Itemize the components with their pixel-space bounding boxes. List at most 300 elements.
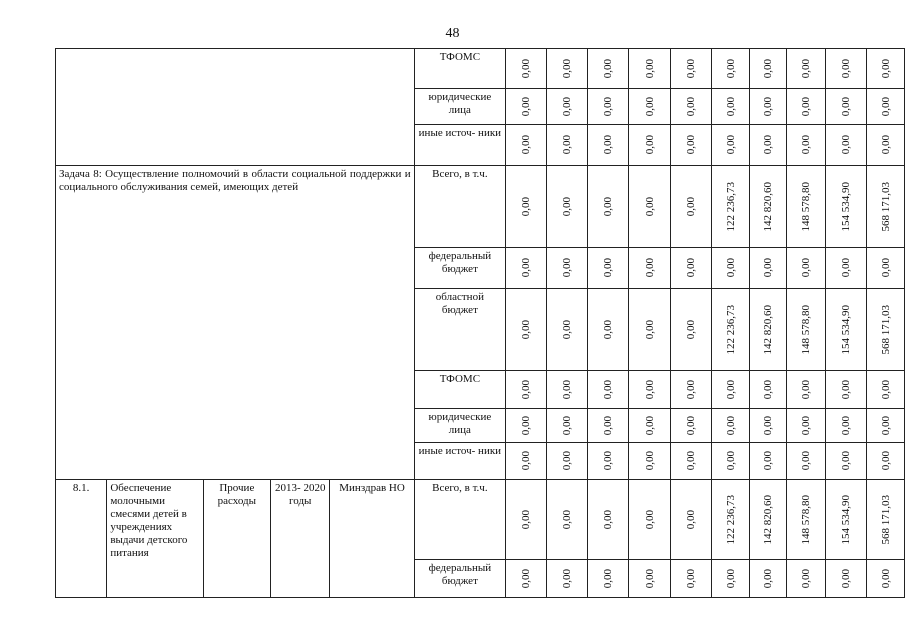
value-text: 0,00 (724, 451, 737, 471)
source-cell: ТФОМС (414, 371, 505, 409)
value-wrap (870, 373, 901, 406)
value-wrap (632, 51, 666, 86)
value-wrap (674, 373, 708, 406)
value-text: 122 236,73 (724, 304, 737, 355)
value-cell (867, 480, 905, 560)
value-text: 0,00 (560, 415, 573, 436)
value-text: 0,00 (602, 196, 615, 217)
value-cell (867, 248, 905, 289)
value-cell (787, 49, 826, 89)
value-text: 0,00 (685, 451, 698, 471)
value-wrap (550, 482, 584, 557)
value-wrap (591, 445, 625, 477)
value-cell (787, 289, 826, 371)
value-cell (712, 89, 750, 125)
value-text: 0,00 (685, 135, 698, 155)
value-cell (506, 560, 546, 598)
value-wrap (509, 168, 542, 245)
source-cell: иные источ- ники (414, 443, 505, 480)
value-text: 0,00 (602, 258, 615, 278)
value-text: 0,00 (762, 96, 775, 117)
source-cell: Всего, в т.ч. (414, 166, 505, 248)
value-text: 0,00 (762, 58, 775, 79)
value-cell (670, 125, 711, 166)
value-wrap (550, 127, 584, 163)
value-wrap (870, 51, 901, 86)
value-text: 0,00 (602, 415, 615, 436)
source-cell: Всего, в т.ч. (414, 480, 505, 560)
value-text: 0,00 (560, 96, 573, 117)
value-wrap (870, 562, 901, 595)
value-wrap (674, 91, 708, 122)
value-wrap (870, 291, 901, 368)
value-wrap (870, 411, 901, 440)
value-text: 0,00 (840, 258, 853, 278)
value-text: 0,00 (685, 319, 698, 340)
value-text: 0,00 (519, 258, 532, 278)
value-wrap (591, 373, 625, 406)
value-cell (712, 248, 750, 289)
value-wrap (715, 373, 746, 406)
task-title: Задача 8: Осуществление полномочий в области социальной поддержки и социального обслуживания семей, имеющих детей (56, 166, 415, 480)
value-text: 0,00 (560, 196, 573, 217)
value-cell (546, 289, 587, 371)
value-wrap (790, 482, 822, 557)
value-text: 0,00 (879, 96, 892, 117)
value-cell (670, 480, 711, 560)
value-text: 0,00 (879, 258, 892, 278)
value-text: 0,00 (840, 58, 853, 79)
value-wrap (829, 373, 863, 406)
value-wrap (715, 127, 746, 163)
value-cell (506, 49, 546, 89)
value-cell (670, 89, 711, 125)
value-wrap (509, 482, 542, 557)
value-cell (670, 166, 711, 248)
value-cell (670, 248, 711, 289)
source-cell: иные источ- ники (414, 125, 505, 166)
value-text: 0,00 (879, 58, 892, 79)
value-text: 0,00 (519, 319, 532, 340)
value-cell (588, 480, 629, 560)
value-text: 0,00 (724, 135, 737, 155)
value-cell (787, 89, 826, 125)
value-text: 0,00 (762, 451, 775, 471)
value-wrap (591, 127, 625, 163)
value-cell (546, 560, 587, 598)
value-cell (670, 289, 711, 371)
value-text: 0,00 (519, 509, 532, 530)
value-cell (588, 166, 629, 248)
value-cell (787, 371, 826, 409)
value-wrap (632, 91, 666, 122)
value-wrap (790, 250, 822, 286)
value-wrap (753, 562, 784, 595)
page-number: 48 (445, 26, 460, 41)
value-cell (787, 409, 826, 443)
value-cell (825, 248, 866, 289)
value-text: 0,00 (560, 258, 573, 278)
value-cell (787, 480, 826, 560)
value-text: 0,00 (685, 58, 698, 79)
value-cell (867, 49, 905, 89)
value-wrap (715, 250, 746, 286)
value-wrap (753, 250, 784, 286)
value-text: 0,00 (643, 96, 656, 117)
value-cell (670, 409, 711, 443)
value-cell (629, 89, 670, 125)
value-cell (506, 289, 546, 371)
value-text: 122 236,73 (724, 494, 737, 545)
value-cell (712, 125, 750, 166)
value-text: 568 171,03 (879, 181, 892, 232)
value-cell (670, 443, 711, 480)
value-text: 154 534,90 (840, 304, 853, 355)
value-wrap (829, 168, 863, 245)
source-cell: юридические лица (414, 89, 505, 125)
value-wrap (715, 91, 746, 122)
value-text: 568 171,03 (879, 494, 892, 545)
value-text: 0,00 (762, 135, 775, 155)
value-cell (588, 248, 629, 289)
value-wrap (591, 91, 625, 122)
value-text: 154 534,90 (840, 494, 853, 545)
source-cell: областной бюджет (414, 289, 505, 371)
value-wrap (753, 51, 784, 86)
value-cell (867, 371, 905, 409)
blank-cell (56, 49, 415, 166)
value-text: 0,00 (602, 568, 615, 589)
value-cell (506, 371, 546, 409)
value-text: 0,00 (643, 451, 656, 471)
value-wrap (591, 411, 625, 440)
value-wrap (632, 291, 666, 368)
value-cell (825, 49, 866, 89)
value-cell (629, 49, 670, 89)
value-cell (712, 409, 750, 443)
item-executor: Минздрав НО (330, 480, 414, 598)
value-wrap (550, 562, 584, 595)
value-text: 0,00 (840, 96, 853, 117)
value-cell (506, 409, 546, 443)
value-text: 0,00 (800, 568, 813, 589)
value-cell (712, 49, 750, 89)
source-cell: федеральный бюджет (414, 560, 505, 598)
value-text: 0,00 (840, 379, 853, 400)
value-wrap (591, 250, 625, 286)
value-wrap (632, 127, 666, 163)
value-wrap (790, 127, 822, 163)
value-wrap (829, 291, 863, 368)
value-wrap (790, 445, 822, 477)
value-text: 154 534,90 (840, 181, 853, 232)
value-cell (588, 289, 629, 371)
value-cell (588, 409, 629, 443)
value-cell (546, 89, 587, 125)
value-wrap (550, 445, 584, 477)
value-text: 148 578,80 (800, 304, 813, 355)
value-text: 0,00 (685, 258, 698, 278)
value-wrap (632, 168, 666, 245)
value-wrap (632, 373, 666, 406)
value-text: 0,00 (643, 568, 656, 589)
value-text: 0,00 (560, 451, 573, 471)
table-row (56, 166, 905, 248)
value-text: 0,00 (602, 379, 615, 400)
value-wrap (674, 127, 708, 163)
value-cell (867, 443, 905, 480)
value-text: 0,00 (643, 509, 656, 530)
value-wrap (674, 51, 708, 86)
value-text: 0,00 (762, 415, 775, 436)
value-text: 0,00 (800, 258, 813, 278)
value-text: 0,00 (602, 96, 615, 117)
value-cell (546, 49, 587, 89)
value-wrap (632, 562, 666, 595)
value-wrap (753, 445, 784, 477)
value-cell (825, 443, 866, 480)
value-cell (712, 166, 750, 248)
value-wrap (753, 127, 784, 163)
value-text: 0,00 (724, 568, 737, 589)
value-text: 0,00 (840, 451, 853, 471)
value-text: 0,00 (800, 96, 813, 117)
value-cell (787, 560, 826, 598)
value-cell (712, 289, 750, 371)
value-text: 0,00 (879, 451, 892, 471)
value-cell (506, 125, 546, 166)
value-wrap (829, 411, 863, 440)
source-cell: ТФОМС (414, 49, 505, 89)
value-text: 0,00 (685, 415, 698, 436)
value-text: 0,00 (724, 58, 737, 79)
value-cell (629, 480, 670, 560)
value-cell (867, 409, 905, 443)
value-wrap (829, 250, 863, 286)
value-cell (867, 89, 905, 125)
value-wrap (715, 51, 746, 86)
value-cell (506, 443, 546, 480)
value-wrap (829, 127, 863, 163)
value-cell (749, 49, 787, 89)
value-wrap (753, 373, 784, 406)
value-wrap (632, 250, 666, 286)
value-text: 0,00 (519, 196, 532, 217)
item-period: 2013- 2020 годы (271, 480, 330, 598)
value-wrap (753, 291, 784, 368)
value-wrap (715, 291, 746, 368)
value-wrap (790, 373, 822, 406)
value-text: 148 578,80 (800, 181, 813, 232)
value-wrap (790, 411, 822, 440)
value-text: 122 236,73 (724, 181, 737, 232)
value-wrap (790, 562, 822, 595)
value-wrap (870, 445, 901, 477)
value-text: 0,00 (560, 509, 573, 530)
item-number: 8.1. (56, 480, 107, 598)
value-cell (787, 248, 826, 289)
value-cell (546, 248, 587, 289)
value-cell (670, 560, 711, 598)
value-cell (749, 560, 787, 598)
value-text: 0,00 (519, 58, 532, 79)
value-cell (749, 248, 787, 289)
value-text: 0,00 (724, 96, 737, 117)
value-cell (629, 289, 670, 371)
value-wrap (509, 127, 542, 163)
value-text: 0,00 (560, 319, 573, 340)
value-text: 0,00 (643, 196, 656, 217)
value-wrap (509, 250, 542, 286)
value-cell (546, 125, 587, 166)
value-text: 0,00 (519, 415, 532, 436)
value-wrap (715, 168, 746, 245)
source-cell: юридические лица (414, 409, 505, 443)
value-text: 0,00 (643, 319, 656, 340)
value-wrap (715, 445, 746, 477)
value-wrap (674, 411, 708, 440)
value-text: 0,00 (560, 135, 573, 155)
value-text: 0,00 (840, 568, 853, 589)
value-cell (749, 409, 787, 443)
value-text: 0,00 (602, 509, 615, 530)
value-wrap (753, 482, 784, 557)
value-text: 148 578,80 (800, 494, 813, 545)
value-wrap (509, 411, 542, 440)
item-name: Обеспечение молочными смесями детей в учреждениях выдачи детского питания (107, 480, 203, 598)
value-cell (825, 560, 866, 598)
value-text: 0,00 (685, 568, 698, 589)
value-cell (825, 371, 866, 409)
value-wrap (829, 51, 863, 86)
value-wrap (550, 51, 584, 86)
value-cell (506, 248, 546, 289)
value-text: 568 171,03 (879, 304, 892, 355)
value-wrap (753, 168, 784, 245)
value-text: 0,00 (879, 415, 892, 436)
value-wrap (591, 168, 625, 245)
value-text: 0,00 (762, 258, 775, 278)
value-wrap (591, 51, 625, 86)
value-wrap (509, 373, 542, 406)
value-text: 0,00 (643, 58, 656, 79)
value-cell (825, 289, 866, 371)
value-wrap (790, 168, 822, 245)
value-wrap (829, 482, 863, 557)
value-text: 0,00 (879, 135, 892, 155)
value-cell (867, 560, 905, 598)
value-cell (749, 89, 787, 125)
value-wrap (870, 482, 901, 557)
value-text: 0,00 (685, 196, 698, 217)
value-text: 0,00 (560, 58, 573, 79)
value-wrap (509, 562, 542, 595)
value-text: 0,00 (643, 379, 656, 400)
value-wrap (591, 291, 625, 368)
value-wrap (674, 250, 708, 286)
value-cell (787, 166, 826, 248)
value-cell (588, 125, 629, 166)
value-wrap (674, 445, 708, 477)
value-cell (506, 480, 546, 560)
value-cell (867, 166, 905, 248)
value-text: 0,00 (879, 379, 892, 400)
value-wrap (674, 168, 708, 245)
value-wrap (674, 482, 708, 557)
value-wrap (509, 91, 542, 122)
value-cell (787, 125, 826, 166)
value-wrap (591, 562, 625, 595)
value-cell (506, 89, 546, 125)
value-text: 0,00 (685, 509, 698, 530)
value-text: 0,00 (519, 568, 532, 589)
value-text: 0,00 (800, 451, 813, 471)
value-cell (825, 89, 866, 125)
value-text: 0,00 (602, 135, 615, 155)
value-cell (749, 443, 787, 480)
value-text: 0,00 (724, 379, 737, 400)
value-wrap (550, 168, 584, 245)
value-wrap (632, 445, 666, 477)
value-wrap (870, 168, 901, 245)
value-text: 142 820,60 (762, 494, 775, 545)
value-cell (670, 371, 711, 409)
value-text: 0,00 (643, 135, 656, 155)
value-cell (712, 480, 750, 560)
value-text: 0,00 (800, 379, 813, 400)
value-wrap (550, 291, 584, 368)
table-row (56, 480, 905, 560)
value-cell (588, 89, 629, 125)
value-cell (629, 125, 670, 166)
value-cell (629, 409, 670, 443)
value-text: 0,00 (685, 96, 698, 117)
value-wrap (550, 411, 584, 440)
value-cell (749, 371, 787, 409)
value-wrap (674, 562, 708, 595)
value-cell (629, 371, 670, 409)
budget-table (55, 48, 905, 598)
value-wrap (509, 445, 542, 477)
value-text: 0,00 (519, 96, 532, 117)
value-wrap (715, 562, 746, 595)
value-cell (588, 560, 629, 598)
value-cell (712, 371, 750, 409)
value-cell (749, 125, 787, 166)
value-cell (867, 289, 905, 371)
value-cell (506, 166, 546, 248)
value-wrap (829, 91, 863, 122)
value-wrap (591, 482, 625, 557)
value-cell (867, 125, 905, 166)
value-text: 0,00 (762, 379, 775, 400)
value-text: 0,00 (519, 379, 532, 400)
value-text: 0,00 (800, 58, 813, 79)
value-wrap (829, 562, 863, 595)
value-text: 0,00 (560, 379, 573, 400)
value-wrap (870, 91, 901, 122)
value-cell (588, 371, 629, 409)
value-wrap (550, 373, 584, 406)
value-cell (712, 560, 750, 598)
source-cell: федеральный бюджет (414, 248, 505, 289)
value-wrap (550, 250, 584, 286)
table-row (56, 49, 905, 89)
value-cell (629, 166, 670, 248)
value-wrap (632, 482, 666, 557)
value-cell (588, 49, 629, 89)
value-wrap (509, 291, 542, 368)
